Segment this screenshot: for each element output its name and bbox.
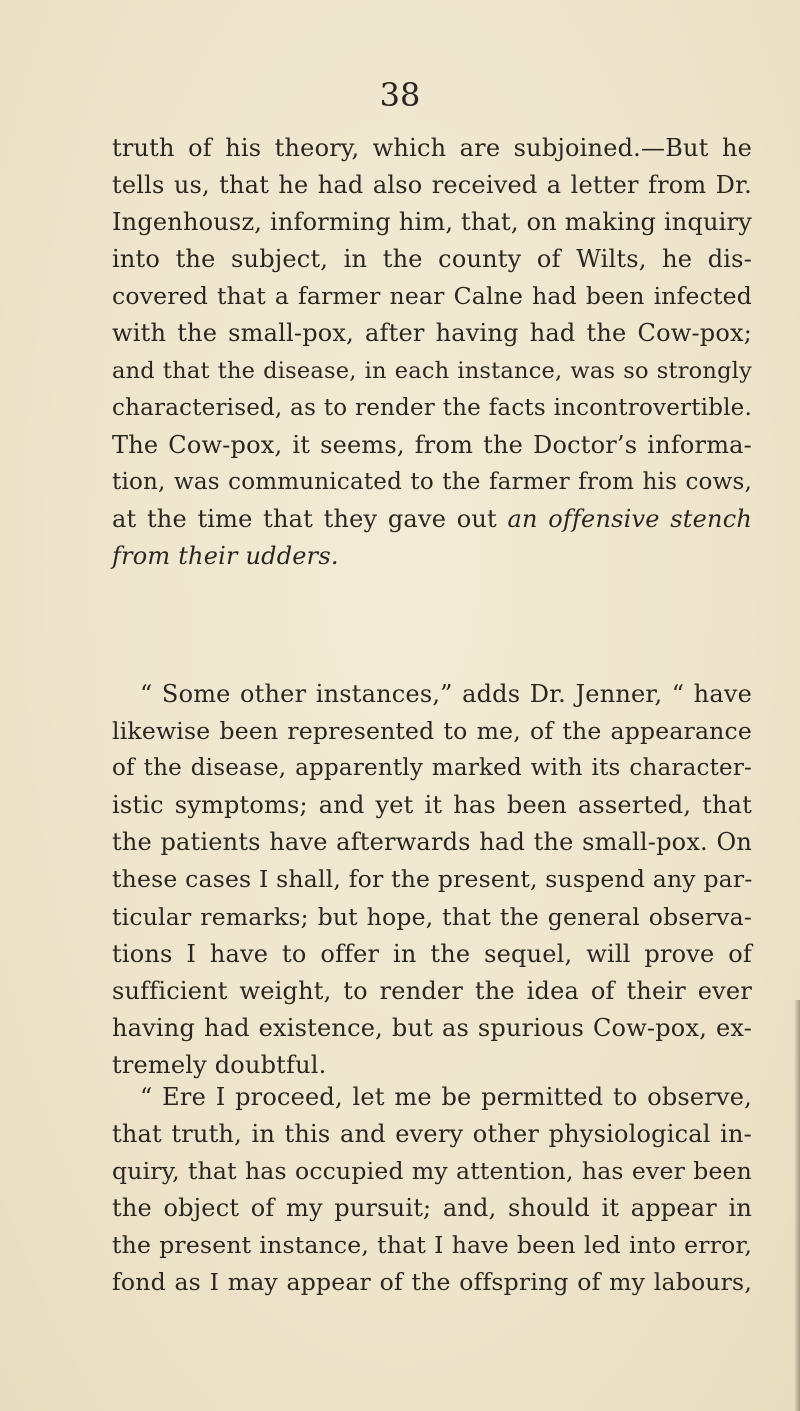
page-number: 38 bbox=[379, 76, 421, 114]
text-line: characterised, as to render the facts incontrovertible. bbox=[112, 394, 752, 421]
text-line: likewise been represented to me, of the appearance bbox=[112, 717, 752, 746]
text-line: of the disease, apparently marked with its character- bbox=[112, 755, 752, 782]
text-line: istic symptoms; and yet it has been asserted, that bbox=[112, 791, 752, 820]
text-line: “ Ere I proceed, let me be permitted to observe, bbox=[140, 1083, 752, 1111]
text-roman: at the time that they gave out bbox=[112, 504, 508, 533]
text-line: The Cow-pox, it seems, from the Doctor’s informa- bbox=[112, 430, 752, 459]
paragraph-3 bbox=[112, 1079, 752, 1302]
text-line: tells us, that he had also received a letter from Dr. bbox=[112, 171, 752, 200]
text-line: ticular remarks; but hope, that the general observa- bbox=[112, 902, 752, 931]
text-italic: an offensive stench bbox=[507, 504, 752, 533]
text-line: truth of his theory, which are subjoined.—But he bbox=[112, 134, 752, 162]
text-line: tions I have to offer in the sequel, will prove of bbox=[112, 939, 752, 968]
text-line: having had existence, but as spurious Cow-pox, ex- bbox=[112, 1013, 752, 1042]
text-line: tion, was communicated to the farmer from his cows, bbox=[112, 468, 752, 495]
text-line: Ingenhousz, informing him, that, on making inquiry bbox=[112, 208, 752, 237]
paragraph-1 bbox=[112, 130, 752, 575]
text-line-italic bbox=[112, 538, 752, 575]
text-italic: from their udders. bbox=[112, 542, 339, 571]
text-line: quiry, that has occupied my attention, has ever been bbox=[112, 1157, 752, 1186]
text-line: into the subject, in the county of Wilts, he dis- bbox=[112, 245, 752, 274]
text-line: that truth, in this and every other physiological in- bbox=[112, 1120, 752, 1149]
text-line: with the small-pox, after having had the Cow-pox; bbox=[112, 319, 752, 348]
text-line: the patients have afterwards had the small-pox. On bbox=[112, 828, 752, 857]
text-line: these cases I shall, for the present, suspend any par- bbox=[112, 865, 753, 894]
text-line: the present instance, that I have been led into error, bbox=[112, 1231, 752, 1260]
text-line: and that the disease, in each instance, was so strongly bbox=[112, 357, 752, 384]
text-line: sufficient weight, to render the idea of their ever bbox=[112, 976, 752, 1005]
text-line: fond as I may appear of the offspring of my labours, bbox=[112, 1268, 752, 1297]
paragraph-2 bbox=[112, 676, 752, 1084]
text-line-mixed bbox=[112, 501, 752, 538]
page-edge-shadow bbox=[794, 1000, 800, 1411]
text-line: “ Some other instances,” adds Dr. Jenner, “ have bbox=[140, 680, 752, 708]
text-line: tremely doubtful. bbox=[112, 1050, 327, 1079]
text-line: the object of my pursuit; and, should it appear in bbox=[112, 1194, 752, 1223]
text-line: covered that a farmer near Calne had been infected bbox=[112, 282, 752, 311]
